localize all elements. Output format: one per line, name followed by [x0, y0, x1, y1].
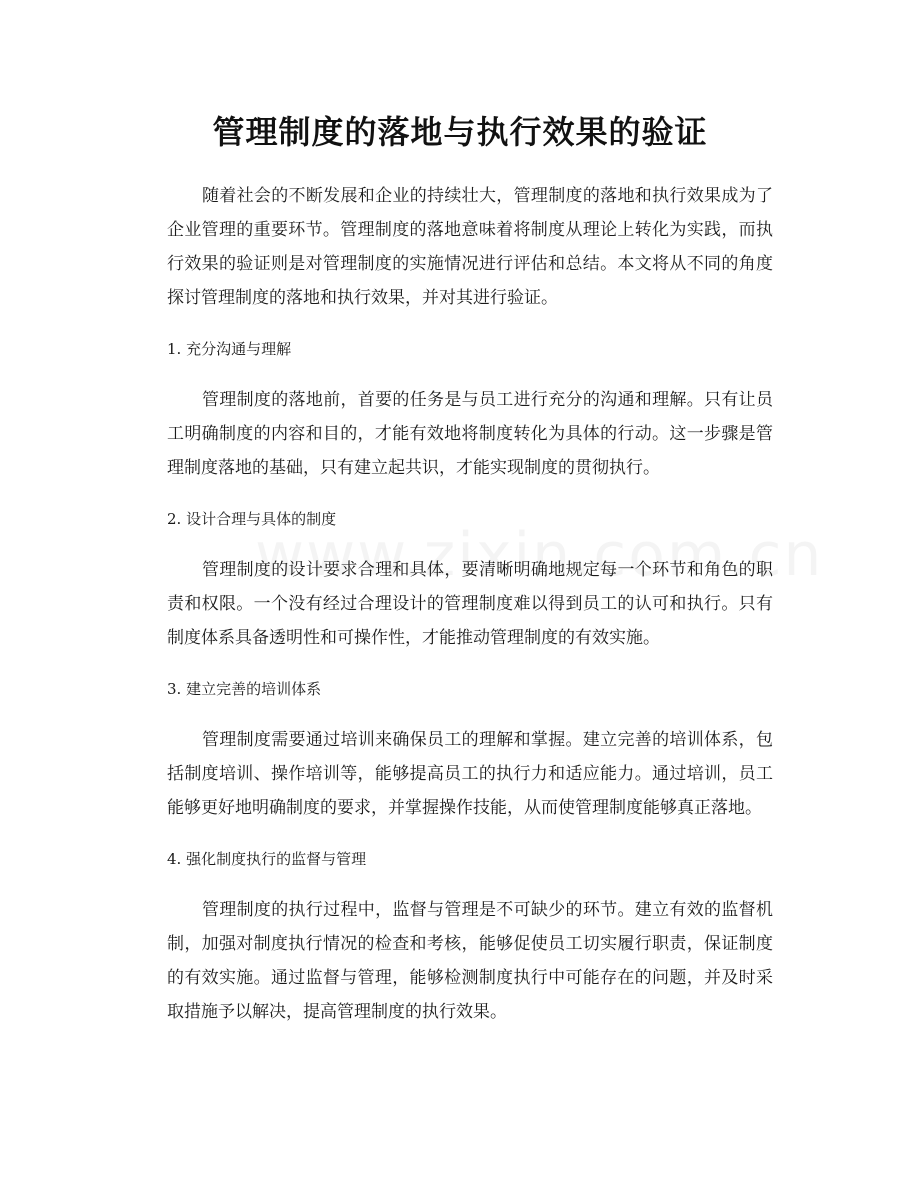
document-body	[167, 179, 773, 1046]
section-heading-4: 4. 强化制度执行的监督与管理	[167, 850, 367, 868]
section-heading-2: 2. 设计合理与具体的制度	[167, 510, 337, 528]
section-body-2: 管理制度的设计要求合理和具体，要清晰明确地规定每一个环节和角色的职责和权限。一个没有经过合理设计的管理制度难以得到员工的认可和执行。只有制度体系具备透明性和可操作性，才能推动管理制度的有效实施。	[167, 560, 773, 648]
document-title: 管理制度的落地与执行效果的验证	[212, 113, 708, 151]
section-body-1: 管理制度的落地前，首要的任务是与员工进行充分的沟通和理解。只有让员工明确制度的内容和目的，才能有效地将制度转化为具体的行动。这一步骤是管理制度落地的基础，只有建立起共识，才能实现制度的贯彻执行。	[167, 390, 773, 478]
intro-paragraph: 随着社会的不断发展和企业的持续壮大，管理制度的落地和执行效果成为了企业管理的重要环节。管理制度的落地意味着将制度从理论上转化为实践，而执行效果的验证则是对管理制度的实施情况进行评估和总结。本文将从不同的角度探讨管理制度的落地和执行效果，并对其进行验证。	[167, 186, 773, 308]
section-body-3: 管理制度需要通过培训来确保员工的理解和掌握。建立完善的培训体系，包括制度培训、操作培训等，能够提高员工的执行力和适应能力。通过培训，员工能够更好地明确制度的要求，并掌握操作技能，从而使管理制度能够真正落地。	[167, 730, 773, 818]
section-heading-3: 3. 建立完善的培训体系	[167, 680, 322, 698]
section-body-4: 管理制度的执行过程中，监督与管理是不可缺少的环节。建立有效的监督机制，加强对制度执行情况的检查和考核，能够促使员工切实履行职责，保证制度的有效实施。通过监督与管理，能够检测制度执行中可能存在的问题，并及时采取措施予以解决，提高管理制度的执行效果。	[167, 900, 773, 1022]
section-heading-1: 1. 充分沟通与理解	[167, 340, 292, 358]
